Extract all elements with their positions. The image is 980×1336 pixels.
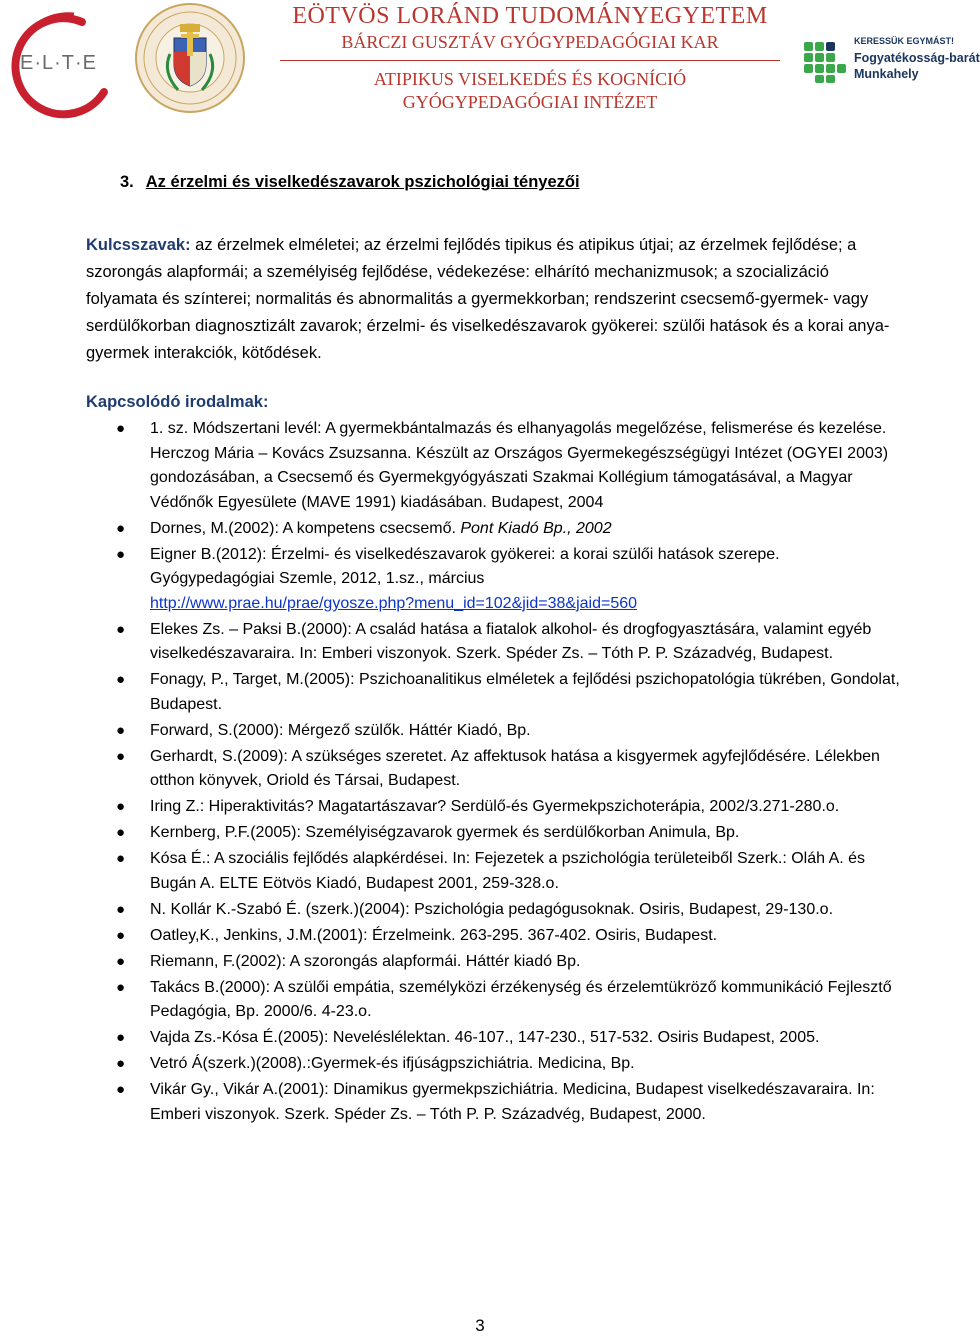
bullet-icon: ● [116, 747, 126, 765]
reference-item [116, 745, 902, 794]
reference-text [150, 950, 902, 975]
reference-list [116, 417, 902, 1129]
reference-text [150, 417, 902, 515]
bullet-icon: ● [116, 798, 126, 815]
reference-text [150, 821, 902, 846]
bullet-icon: ● [116, 1081, 126, 1098]
institute-name-line1: ATIPIKUS VISELKEDÉS ÉS KOGNÍCIÓ [373, 69, 687, 89]
reference-citation: Vikár Gy., Vikár A.(2001): Dinamikus gyermekpszichiátria. Medicina, Budapest viselkedészavaraira. In: Emberi viszonyok. Szerk. Spéder Zs. – Tóth P. P. Századvég, Budapest, 2000. [150, 1081, 875, 1123]
badge-tagline: KERESSÜK EGYMÁST! [854, 36, 955, 46]
reference-citation: Gerhardt, S.(2009): A szükséges szeretet. Az affektusok hatása a kisgyermek agyfejlődésére. Lélekben otthon könyvek, Oriold és Társai, Budapest. [150, 747, 880, 789]
reference-item [116, 517, 902, 542]
reference-citation: Riemann, F.(2002): A szorongás alapformái. Háttér kiadó Bp. [150, 952, 581, 970]
bullet-icon: ● [116, 620, 126, 638]
reference-text [150, 1078, 902, 1127]
reference-item [116, 1026, 902, 1051]
reference-citation: Iring Z.: Hiperaktivitás? Magatartászavar? Serdülő-és Gyermekpszichoterápia, 2002/3.271-280.o. [150, 798, 840, 815]
reference-item [116, 950, 902, 975]
faculty-name: BÁRCZI GUSZTÁV GYÓGYPEDAGÓGIAI KAR [341, 32, 719, 52]
bullet-icon: ● [116, 671, 126, 688]
disability-friendly-workplace-logo [802, 36, 980, 86]
reference-citation: Elekes Zs. – Paksi B.(2000): A család hatása a fiatalok alkohol- és drogfogyasztására, valamint egyéb viselkedészavaraira. In: Emberi viszonyok. Szerk. Spéder Zs. – Tóth P. P. Századvég, Budapest. [150, 620, 872, 662]
reference-text [150, 898, 902, 923]
reference-citation: Fonagy, P., Target, M.(2005): Pszichoanalitikus elméletek a fejlődési pszichopatológia tükrében, Gondolat, Budapest. [150, 671, 900, 713]
university-seal-icon [134, 2, 246, 114]
reference-text [150, 618, 902, 667]
section-title-text: Az érzelmi és viselkedészavarok pszichológiai tényezői [145, 173, 580, 191]
bullet-icon: ● [116, 978, 126, 996]
badge-title-line1: Fogyatékosság-barát [854, 51, 980, 65]
section-number: 3. [120, 173, 134, 191]
bullet-icon: ● [116, 850, 126, 867]
bullet-icon: ● [116, 900, 126, 918]
reference-link[interactable]: http://www.prae.hu/prae/gyosze.php?menu_id=102&jid=38&jaid=560 [150, 594, 638, 612]
reference-item [116, 719, 902, 744]
bullet-icon: ● [116, 952, 126, 970]
reference-citation: 1. sz. Módszertani levél: A gyermekbántalmazás és elhanyagolás megelőzése, felismerése és kezelése. Herczog Mária – Kovács Zsuzsanna. Készült az Országos Gyermekegészségügyi Intézet (OGYEI 2003) gondozásában, a Csecsemő és Gyermekgyógyászati Szakmai Kollégium támogatásával, a Magyar Védőnők Egyesülete (MAVE 1991) kiadásában. Budapest, 2004 [150, 420, 889, 511]
reference-item [116, 668, 902, 717]
bullet-icon: ● [116, 1029, 126, 1046]
reference-citation: Vajda Zs.-Kósa É.(2005): Neveléslélektan. 46-107., 147-230., 517-532. Osiris Budapest, 2005. [150, 1029, 820, 1046]
reference-item [116, 898, 902, 923]
reference-text [150, 1026, 902, 1051]
reference-citation: Oatley,K., Jenkins, J.M.(2001): Érzelmeink. 263-295. 367-402. Osiris, Budapest. [150, 926, 718, 944]
reference-text [150, 924, 902, 949]
reference-citation: Takács B.(2000): A szülői empátia, személyközi érzékenység és érzelemtükröző kommunikáció Fejlesztő Pedagógia, Bp. 2000/6. 4-23.o. [150, 978, 892, 1020]
bullet-icon: ● [116, 519, 126, 537]
dots-icon [802, 40, 848, 84]
university-name: EÖTVÖS LORÁND TUDOMÁNYEGYETEM [292, 3, 768, 29]
reference-citation: Eigner B.(2012): Érzelmi- és viselkedészavarok gyökerei: a korai szülői hatások szerepe. Gyógypedagógiai Szemle, 2012, 1.sz., március [150, 545, 780, 587]
section-title [120, 173, 580, 192]
reference-item [116, 847, 902, 896]
institute-name-line2: GYÓGYPEDAGÓGIAI INTÉZET [402, 92, 658, 112]
reference-text [150, 517, 902, 542]
reference-item [116, 1052, 902, 1077]
reference-citation: Kósa É.: A szociális fejlődés alapkérdései. In: Fejezetek a pszichológia területeiből Szerk.: Oláh A. és Bugán A. ELTE Eötvös Kiadó, Budapest 2001, 259-328.o. [150, 850, 866, 892]
reference-item [116, 1078, 902, 1127]
reference-item [116, 618, 902, 667]
bullet-icon: ● [116, 420, 126, 437]
reference-item [116, 795, 902, 820]
reference-text [150, 719, 902, 744]
reference-citation: Vetró Á(szerk.)(2008).:Gyermek-és ifjúságpszichiátria. Medicina, Bp. [150, 1055, 635, 1072]
bullet-icon: ● [116, 1055, 126, 1072]
reference-citation: Dornes, M.(2002): A kompetens csecsemő. [150, 519, 461, 537]
reference-citation: Kernberg, P.F.(2005): Személyiségzavarok gyermek és serdülőkorban Animula, Bp. [150, 824, 740, 841]
reference-citation: Forward, S.(2000): Mérgező szülők. Háttér Kiadó, Bp. [150, 721, 531, 739]
badge-title-line2: Munkahely [854, 67, 919, 81]
reference-text [150, 745, 902, 794]
reference-text [150, 668, 902, 717]
reference-text [150, 1052, 902, 1077]
reference-item [116, 543, 902, 617]
header-divider [280, 60, 780, 61]
bullet-icon: ● [116, 926, 126, 944]
page-number: 3 [475, 1316, 485, 1335]
reference-publisher: Pont Kiadó Bp., 2002 [460, 519, 612, 537]
reference-text [150, 795, 902, 820]
institution-header [270, 2, 790, 111]
reference-item [116, 976, 902, 1025]
elte-logo-text: E·L·T·E [20, 52, 97, 74]
reference-text [150, 543, 902, 617]
literature-heading: Kapcsolódó irodalmak: [86, 393, 269, 411]
reference-item [116, 924, 902, 949]
reference-text [150, 847, 902, 896]
reference-item [116, 821, 902, 846]
bullet-icon: ● [116, 545, 126, 563]
keywords-paragraph [86, 232, 902, 367]
bullet-icon: ● [116, 824, 126, 841]
keywords-text: az érzelmek elméletei; az érzelmi fejlődés tipikus és atipikus útjai; az érzelmek fejlődése; a szorongás alapformái; a személyiség fejlődése, védekezése: elhárító mechanizmusok; a szocializáció folyamata és színterei; normalitás és abnormalitás a gyermekkorban; rendszerint csecsemő-gyermek- vagy serdülőkorban diagnosztizált zavarok; érzelmi- és viselkedészavarok gyökerei: szülői hatások és a korai anya-gyermek interakciók, kötődések. [86, 236, 890, 362]
reference-item [116, 417, 902, 515]
keywords-label: Kulcsszavak: [86, 236, 191, 254]
reference-text [150, 976, 902, 1025]
reference-citation: N. Kollár K.-Szabó É. (szerk.)(2004): Pszichológia pedagógusoknak. Osiris, Budapest, 29-130.o. [150, 900, 834, 918]
bullet-icon: ● [116, 721, 126, 739]
